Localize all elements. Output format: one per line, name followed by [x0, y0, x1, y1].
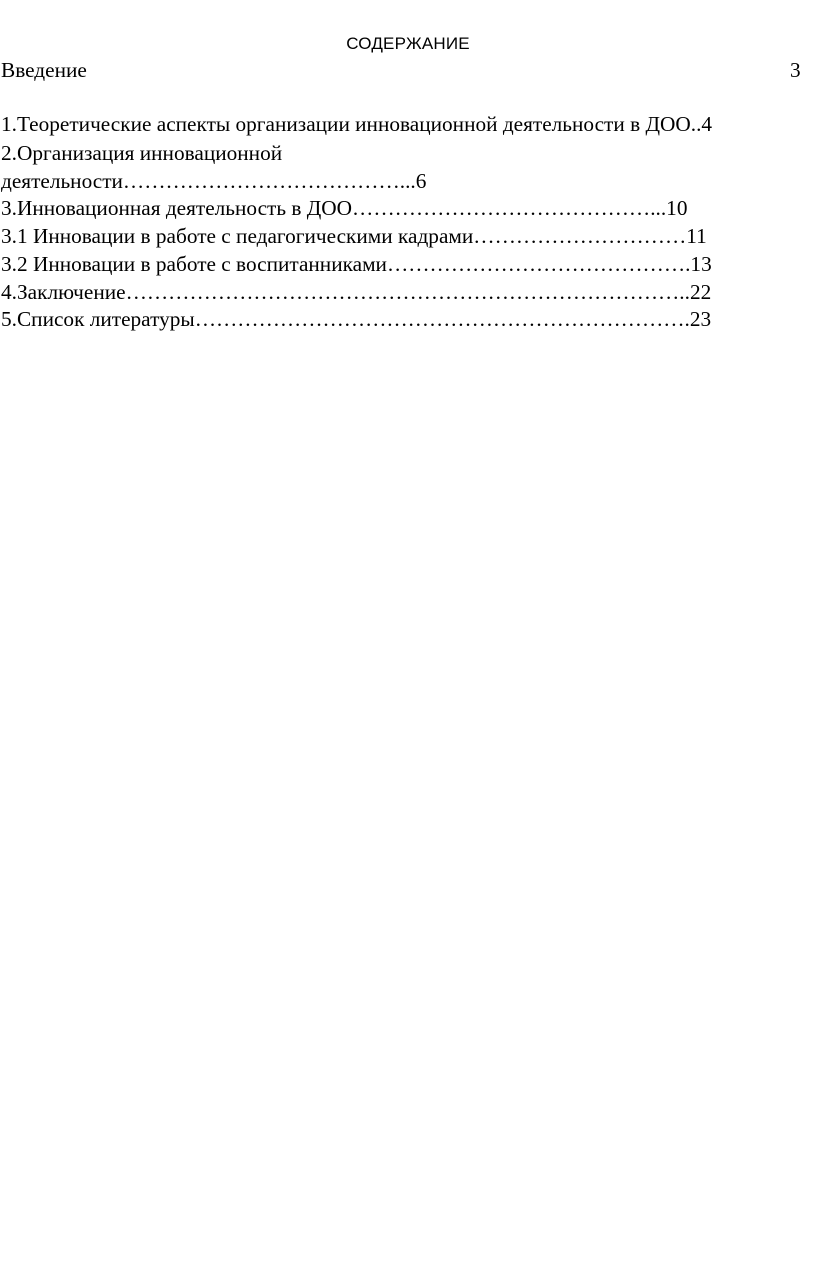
intro-label: Введение	[1, 58, 87, 82]
toc-entry-2-part-1: 2.Организация инновационной	[1, 141, 283, 165]
toc-entry-5: 5.Список литературы…………………………………………………………….23	[1, 307, 712, 331]
toc-entry-1: 1.Теоретические аспекты организации инновационной деятельности в ДОО..4	[1, 112, 713, 136]
toc-entry-3: 3.Инновационная деятельность в ДОО……………………………………...10	[1, 196, 688, 220]
intro-page-number: 3	[790, 58, 801, 82]
toc-entry-3-1: 3.1 Инновации в работе с педагогическими кадрами…………………………11	[1, 224, 707, 248]
toc-heading: СОДЕРЖАНИЕ	[346, 34, 470, 53]
toc-entry-4: 4.Заключение……………………………………………………………………..22	[1, 280, 712, 304]
toc-entry-3-2: 3.2 Инновации в работе с воспитанниками…………………………………….13	[1, 252, 712, 276]
toc-entry-2-part-2: деятельности…………………………………...6	[1, 169, 427, 193]
